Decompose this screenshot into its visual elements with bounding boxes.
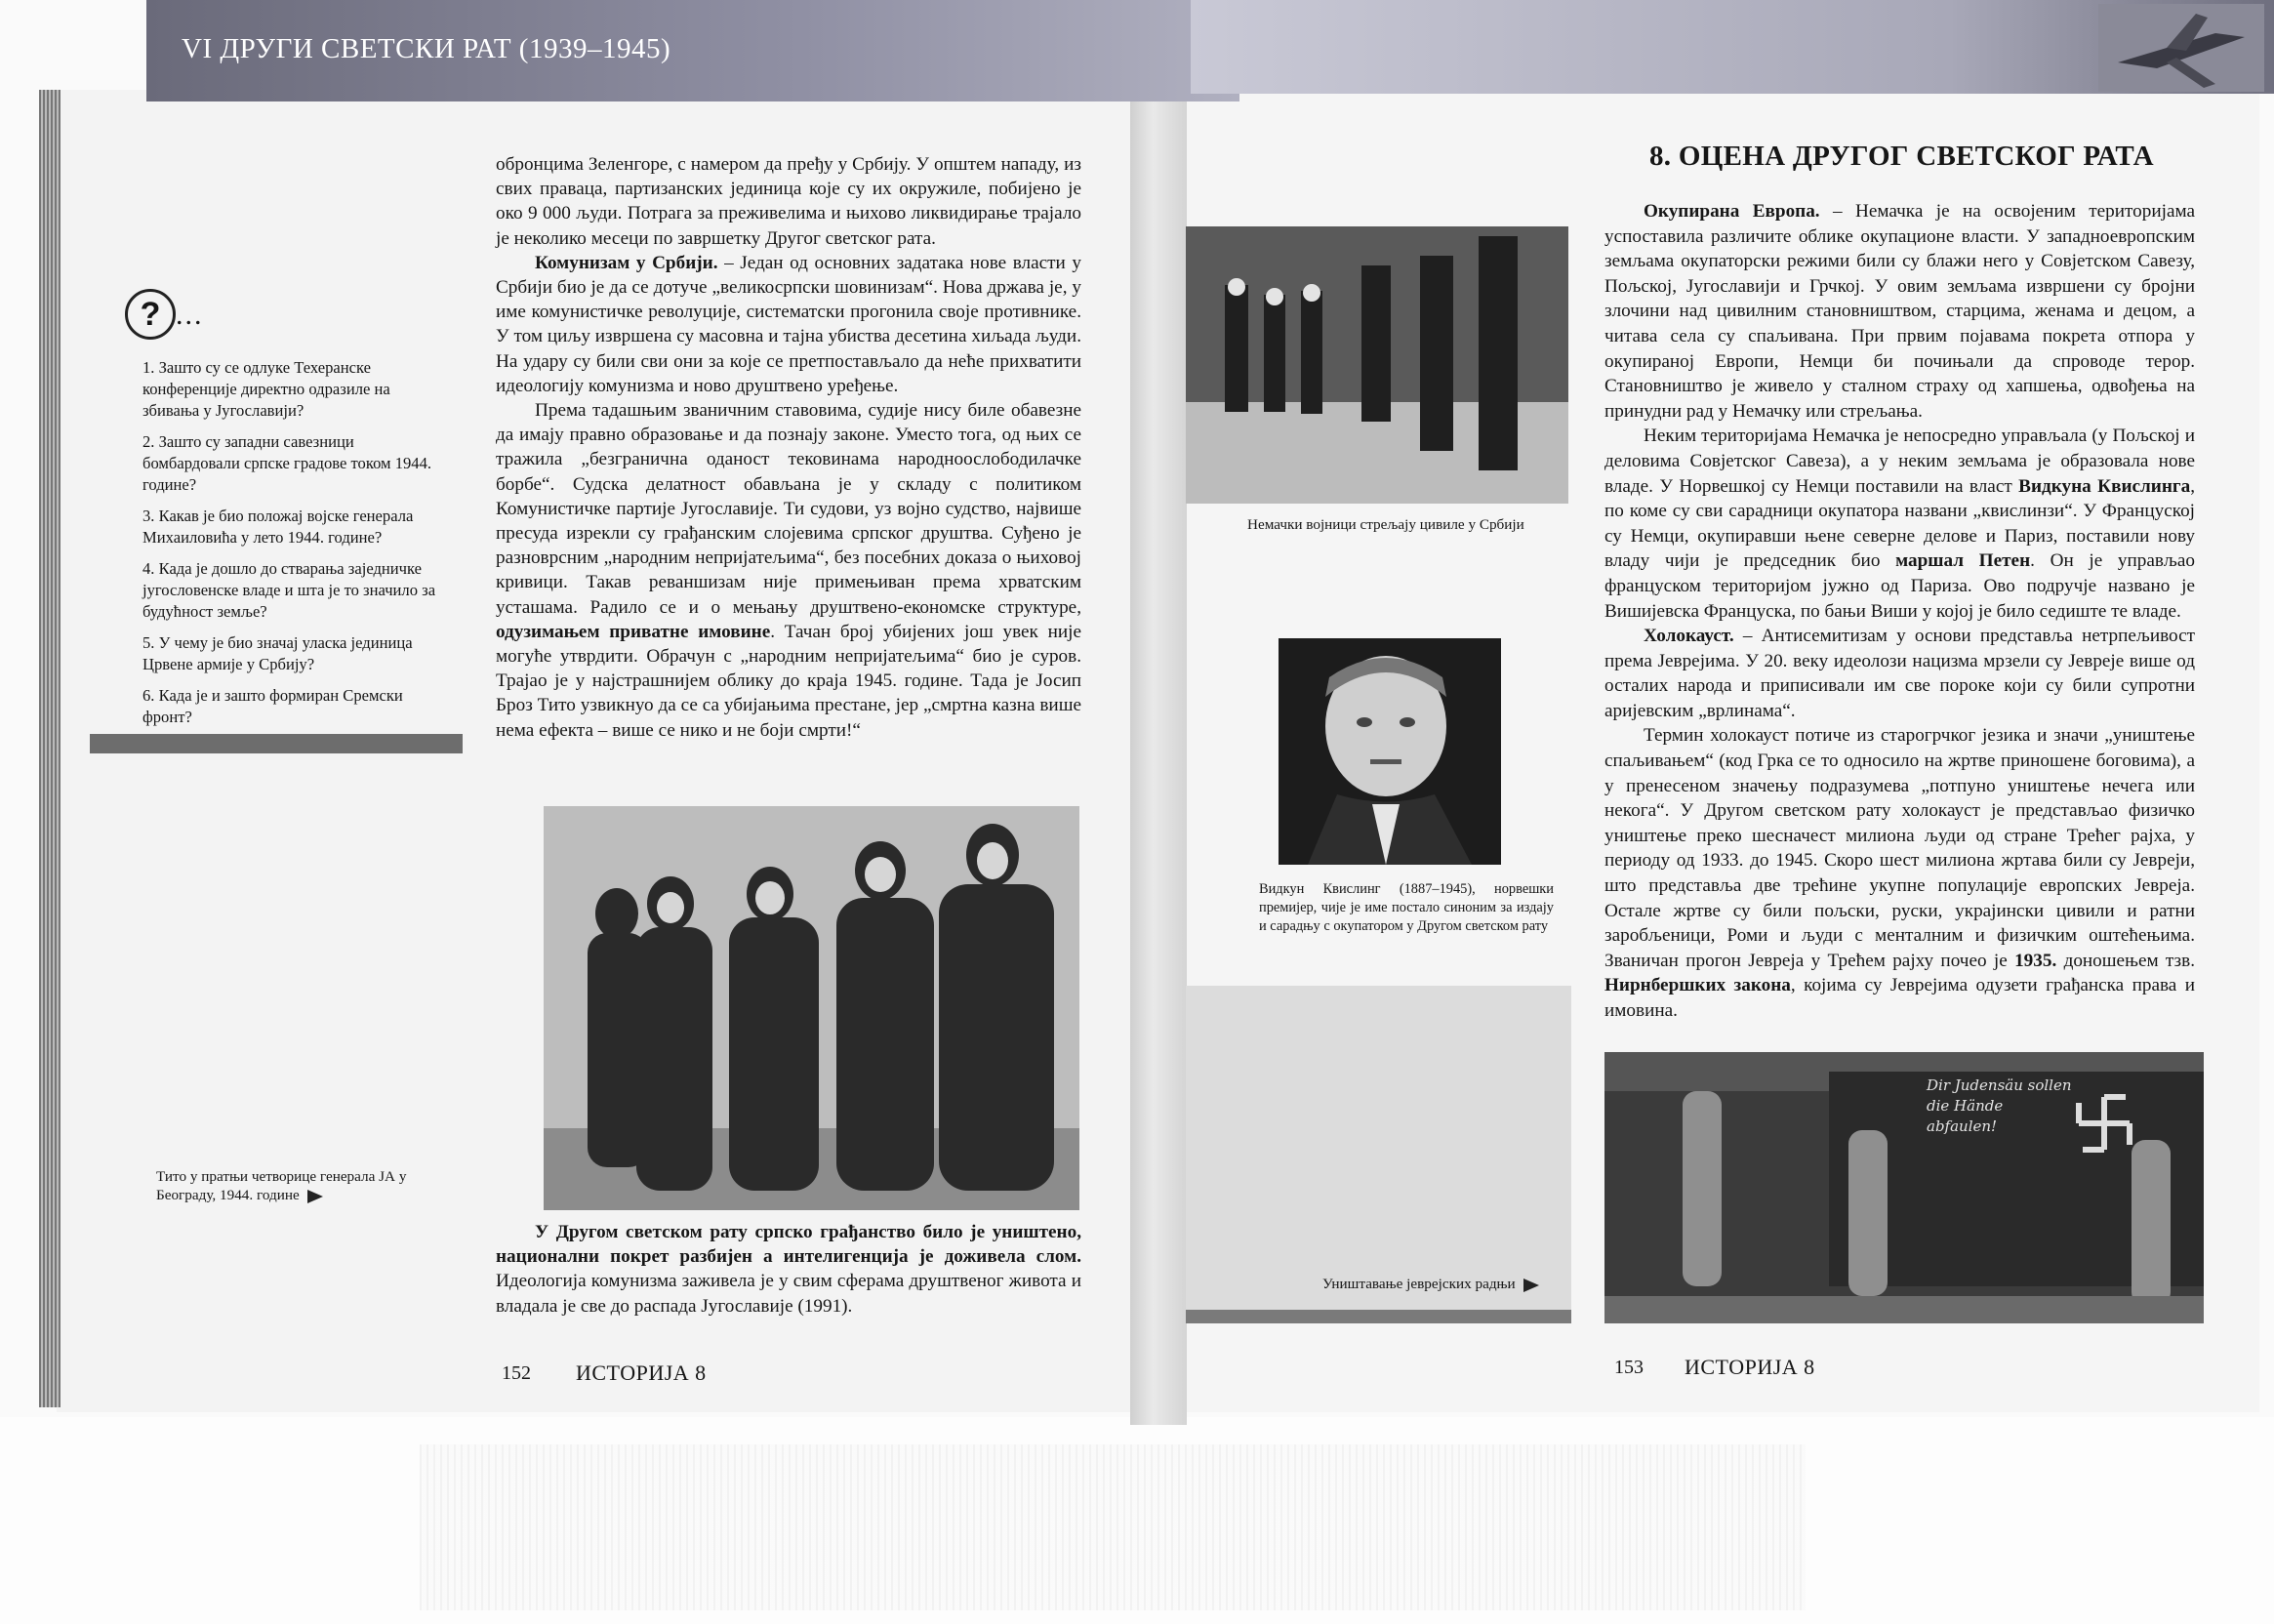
section-title: 8. ОЦЕНА ДРУГОГ СВЕТСКОГ РАТА <box>1649 141 2154 172</box>
emphasis: Нирнбершких закона <box>1604 975 1791 996</box>
question-mark-icon: ? <box>125 289 176 340</box>
chapter-title: VI ДРУГИ СВЕТСКИ РАТ (1939–1945) <box>182 33 671 64</box>
paragraph <box>1604 723 2195 1023</box>
photo-quisling <box>1279 638 1501 865</box>
question-item: 5. У чему је био значај уласка јединица Црвене армије у Србију? <box>142 633 413 673</box>
caption-text: Уништавање јеврејских радњи <box>1322 1276 1516 1292</box>
book-gutter <box>1130 59 1187 1425</box>
quisling-photo-caption: Видкун Квислинг (1887–1945), норвешки премијер, чије је име постало синоним за издају и сарадњу с окупатором у Другом светском рату <box>1259 881 1554 935</box>
question-item: 6. Када је и зашто формиран Сремски фронт? <box>142 686 403 726</box>
shop-window-sign: Dir Judensäu sollen die Hände abfaulen! <box>1927 1076 2072 1135</box>
page-edge-shadow <box>39 90 61 1407</box>
summary-text: Идеологија комунизма заживела је у свим сферама друштвеног живота и владала је све до распада Југославије (1991). <box>496 1271 1081 1317</box>
gray-panel <box>1186 986 1571 1322</box>
photo-tito-generals <box>544 806 1079 1210</box>
paragraph <box>1604 199 2195 424</box>
caption-text: Тито у пратњи четворице генерала ЈА у Београду, 1944. године <box>156 1168 407 1203</box>
paragraph-text: – Антисемитизам у основи представља нетрпељивост према Јеврејима. У 20. веку идеолози нацизма мрзели су Јевреје више од осталих народа и приписивали им све пороке који су били супротни аријевским „врлинама“. <box>1604 626 2195 721</box>
paragraph-text: , по коме су сви сарадници окупатора названи „квислинзи“. У Француској су Немци, окупиравши њене северне делове и Париз, поставили нову владу чији је председник био <box>1604 475 2195 572</box>
page-number-left: 152 <box>502 1362 531 1384</box>
summary-strong: У Другом светском рату српско грађанство било је уништено, национални покрет разбијен а интелигенција је доживела слом. <box>496 1222 1081 1268</box>
paragraph-text: Неким територијама Немачка је непосредно управљала (у Пољској и деловима Совјетског Савеза), а у неким земљама је образовала нове владе. У Норвешкој су Немци поставили на власт <box>1604 426 2195 497</box>
question-item: 2. Зашто су западни савезници бомбардовали српске градове током 1944. године? <box>142 432 432 494</box>
paragraph-text: Термин холокауст потиче из старогрчког језика и значи „уништење спаљивањем“ (код Грка се то односило на жртве приношене боговима), а у пренесеном значењу подразумева „потпуно уништење нечега или некога“. У Другом светском рату холокауст је представљао физичко уништење преко шесначест милиона људи од стране Трећег рајха, у периоду од 1933. до 1945. Скоро шест милиона жртава били су Јевреји, што представља две трећине укупне популације европских Јевреја. Остале жртве су били пољски, руски, украјински цивили и ратни заробљеници, Роми и људи с менталним и физичким оштећењима. Званичан прогон Јевреја у Трећем рајху почео је <box>1604 725 2195 971</box>
shops-photo-caption <box>1322 1275 1576 1293</box>
arrow-right-icon <box>307 1190 323 1203</box>
paragraph <box>496 398 1081 743</box>
subheading: Комунизам у Србији. <box>535 252 718 273</box>
subheading: Холокауст. <box>1644 626 1734 647</box>
paragraph-text: . Тачан број убијених још увек није могуће утврдити. Обрачун с „народним непријатељима“ био је суров. Трајао је у најстрашнијем облику до краја 1945. године. Тада је Јосип Броз Тито узвикнуо да се са убијањима престане, јер „смртна казна више нема ефекта – више се нико и не боји смрти!“ <box>496 621 1081 741</box>
right-body-text <box>1604 199 2195 1024</box>
book-title-left: ИСТОРИЈА 8 <box>576 1360 707 1385</box>
paragraph <box>496 251 1081 398</box>
question-dots: ... <box>176 299 204 331</box>
question-item: 4. Када је дошло до стварања заједничке југословенске владе и шта је то значило за будућност земље? <box>142 559 436 621</box>
page-number-right: 153 <box>1614 1357 1644 1378</box>
question-item: 3. Какав је био положај војске генерала Михаиловића у лето 1944. године? <box>142 507 414 547</box>
gray-panel-bar <box>1186 1310 1571 1323</box>
photo-execution <box>1186 226 1568 504</box>
arrow-right-icon <box>1523 1279 1539 1292</box>
paragraph-text: – Немачка је на освојеним територијама успоставила различите облике окупационе власти. У западноевропским земљама окупаторски режими били су блажи него у Совјетском Савезу, Пољској, Југославији и Грчкој. У овим земљама извршени су бројни злочини над цивилним становништвом, старцима, женама и децом, а читава села су спаљивана. При првим појавама покрета отпора у окупираној Европи, Немци би почињали да спроводе терор. Становништво је живело у сталном страху од хапшења, одвођења на принудни рад у Немачку или стрељања. <box>1604 201 2195 422</box>
emphasis: маршал Петен <box>1895 550 2031 572</box>
sidebar-divider <box>90 734 463 753</box>
photo-jewish-shops <box>1604 1052 2204 1323</box>
paragraph <box>1604 624 2195 723</box>
emphasis: одузимањем приватне имовине <box>496 621 771 642</box>
subheading: Окупирана Европа. <box>1644 201 1820 222</box>
paragraph-text: , којима су Јеврејима одузети грађанска права и имовина. <box>1604 975 2195 1021</box>
paragraph: обронцима Зеленгоре, с намером да пређу у Србију. У општем нападу, из свих праваца, партизанских јединица које су их окружиле, побијено је око 9 000 људи. Потрага за преживелима и њихово ликвидирање трајало је неколико месеци по завршетку Другог светског рата. <box>496 154 1081 249</box>
left-body-text <box>496 152 1081 743</box>
paragraph <box>1604 424 2195 624</box>
question-item: 1. Зашто су се одлуке Техеранске конференције директно одразиле на збивања у Југославији? <box>142 358 390 420</box>
paragraph-text: – Један од основних задатака нове власти у Србији био је да се дотуче „великосрпски шовинизам“. Нова држава је, у име комунистичке револуције, систематски прогонила своје противнике. У том циљу извршена су масовна и тајна убиства десетина хиљада људи. На удару су били сви они за које се претпостављало да неће прихватити идеологију комунизма и ново друштвено уређење. <box>496 252 1081 396</box>
paragraph-text: . Он је управљао француском територијом јужно од Париза. Ово подручје названо је Вишијевска Француска, по бањи Виши у којој је било седиште те владе. <box>1604 550 2195 622</box>
review-questions <box>142 357 443 738</box>
paragraph-text: доношењем тзв. <box>2056 950 2195 971</box>
emphasis: Видкуна Квислинга <box>2018 475 2191 497</box>
airplane-icon <box>2098 4 2264 92</box>
execution-photo-caption: Немачки војници стрељају цивиле у Србији <box>1247 516 1524 533</box>
book-title-right: ИСТОРИЈА 8 <box>1685 1355 1815 1379</box>
emphasis: 1935. <box>2014 950 2057 971</box>
paragraph-text: Према тадашњим званичним ставовима, судије нису биле обавезне да имају правно образовање и да познају законе. Уместо тога, од њих се тражила „безгранична оданост тековинама народноослободилачке борбе“. Судска делатност обављана је у складу с политиком Комунистичке партије Југославије. Ти судови, уз војно судство, највише пресуда изрекли су грађанским слојевима српског друштва. Суђено је разноврсним „народним непријатељима“, без посебних доказа о њиховој кривици. Такав реваншизам није примењиван према хрватским усташама. Радило се и о мењању друштвено-економске структуре, <box>496 400 1081 618</box>
summary-caption <box>496 1220 1081 1319</box>
scan-noise <box>420 1444 1806 1610</box>
tito-photo-caption <box>156 1167 459 1204</box>
